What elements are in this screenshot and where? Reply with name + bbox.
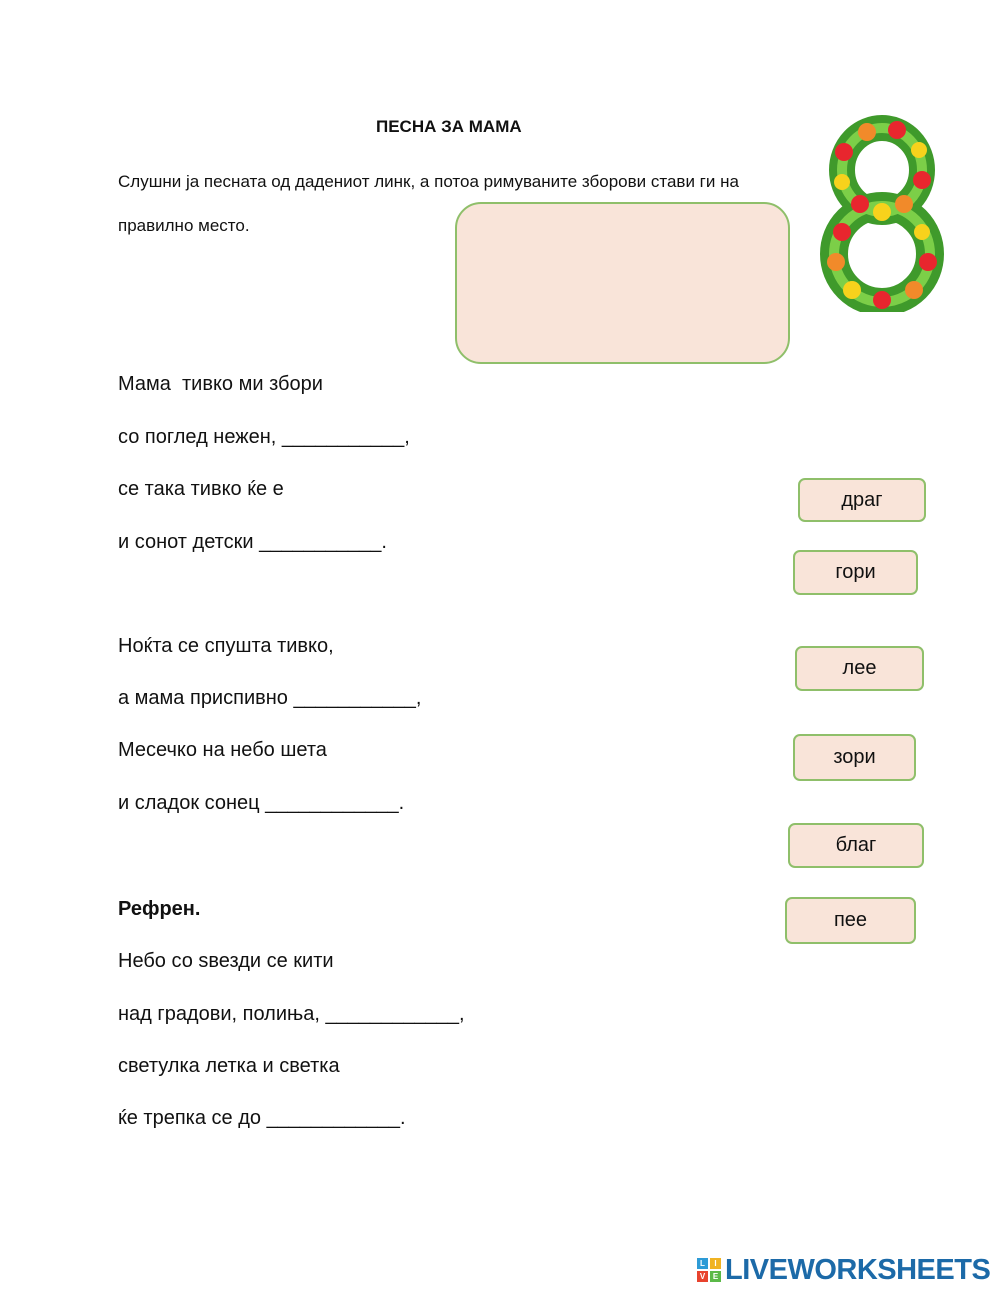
logo-block: L xyxy=(697,1258,708,1269)
logo-block: E xyxy=(710,1271,721,1282)
worksheet-title: ПЕСНА ЗА МАМА xyxy=(376,117,522,136)
poem-line: Ноќта се спушта тивко, xyxy=(118,635,334,657)
word-chip-drag[interactable]: драг xyxy=(798,478,926,522)
poem-line: Небо со ѕвезди се кити xyxy=(118,950,334,972)
word-chip-blag[interactable]: благ xyxy=(788,823,924,868)
word-chip-pee[interactable]: пее xyxy=(785,897,916,944)
poem-line: со поглед нежен, ___________, xyxy=(118,426,410,448)
poem-line: над градови, полиња, ____________, xyxy=(118,1003,465,1025)
poem-line: ќе трепка се до ____________. xyxy=(118,1107,406,1129)
poem-line: и сладок сонец ____________. xyxy=(118,792,405,814)
word-chip-zori[interactable]: зори xyxy=(793,734,916,781)
flower-eight-icon xyxy=(812,112,952,312)
logo-block: V xyxy=(697,1271,708,1282)
audio-link-box[interactable] xyxy=(455,202,790,364)
logo-text: LIVEWORKSHEETS xyxy=(725,1253,991,1286)
poem-line: се така тивко ќе е xyxy=(118,478,284,500)
poem-line: светулка летка и светка xyxy=(118,1055,340,1077)
poem-line: и сонот детски ___________. xyxy=(118,531,387,553)
refrain-label: Рефрен. xyxy=(118,898,201,920)
word-chip-gori[interactable]: гори xyxy=(793,550,918,595)
worksheet-instruction: Слушни ја песната од дадениот линк, а потоа римуваните зборови стави ги на правилно место. xyxy=(118,172,739,235)
logo-block: I xyxy=(710,1258,721,1269)
word-chip-lee[interactable]: лее xyxy=(795,646,924,691)
liveworksheets-logo xyxy=(697,1255,990,1285)
poem-line: Месечко на небо шета xyxy=(118,739,327,761)
poem-line: а мама приспивно ___________, xyxy=(118,687,422,709)
logo-blocks-icon xyxy=(697,1258,721,1282)
poem-line: Мама тивко ми збори xyxy=(118,373,323,395)
